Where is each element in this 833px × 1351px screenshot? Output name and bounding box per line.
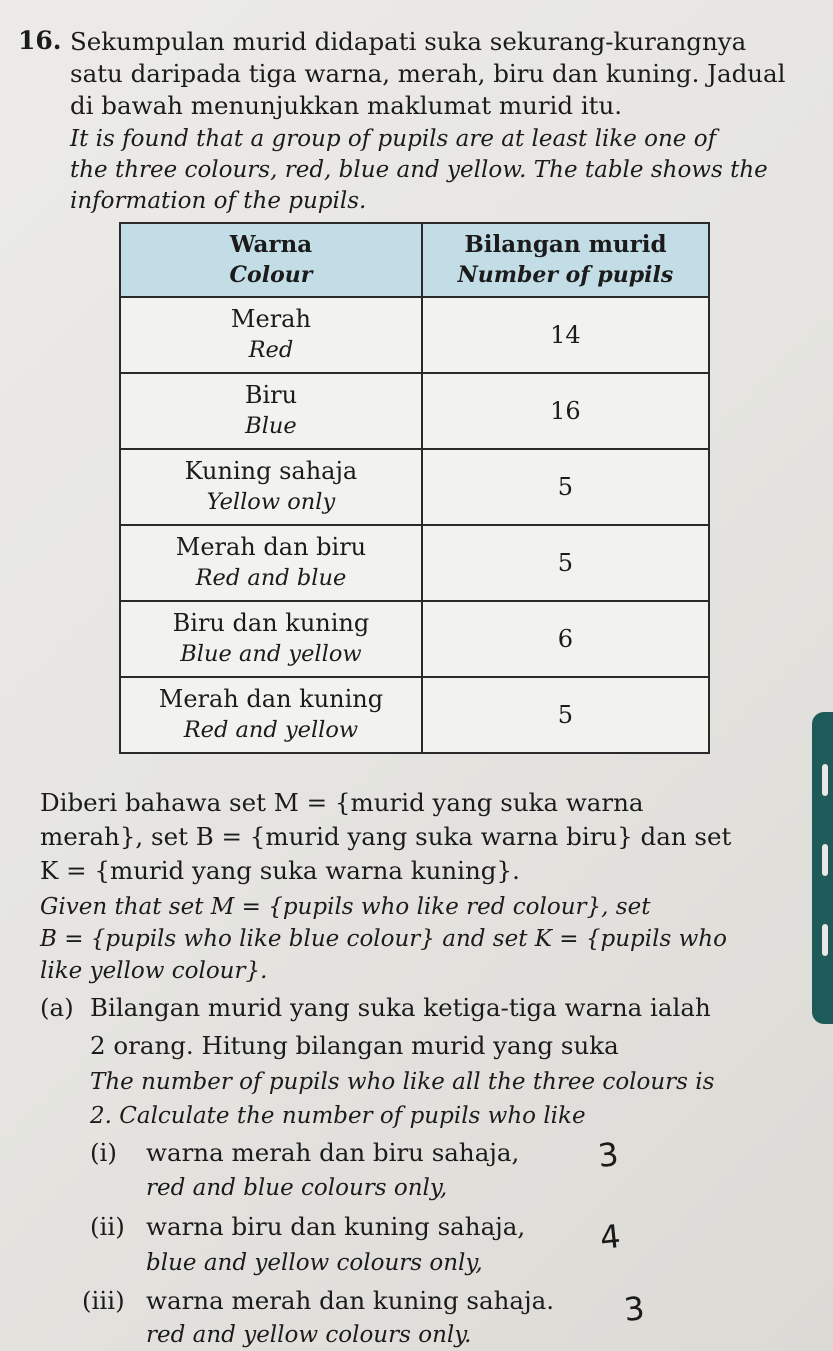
count-cell: 16 [422,373,709,449]
subpart-ii-label: (ii) [90,1212,125,1241]
table-row [120,297,709,373]
subpart-ii-ms: warna biru dan kuning sahaja, [146,1212,526,1241]
table-row [120,525,709,601]
count-cell: 5 [422,449,709,525]
subpart-iii-label: (iii) [82,1286,125,1315]
colour-cell [120,601,422,677]
colour-cell [120,449,422,525]
header-number-ms: Bilangan murid [464,231,667,258]
colour-ms: Merah dan kuning [158,685,384,713]
intro-en-line-3: information of the pupils. [70,188,367,214]
header-colour-ms: Warna [229,231,313,258]
part-a-en-line-1: The number of pupils who like all the three colours is [90,1069,715,1095]
colour-ms: Kuning sahaja [184,457,358,485]
colour-en: Yellow only [206,489,336,515]
colour-en: Red [248,337,294,363]
subpart-i-label: (i) [90,1138,117,1167]
header-number-en: Number of pupils [457,262,674,288]
colour-en: Red and yellow [183,717,359,743]
part-a-en-line-2: 2. Calculate the number of pupils who like [90,1103,586,1129]
count-cell: 6 [422,601,709,677]
part-a-ms-line-1: Bilangan murid yang suka ketiga-tiga warna ialah [90,993,711,1022]
intro-en-line-2: the three colours, red, blue and yellow. The table shows the [70,157,768,183]
count-cell: 5 [422,677,709,753]
subpart-ii-en: blue and yellow colours only, [146,1250,483,1276]
colour-cell [120,677,422,753]
given-en-line-1: Given that set M = {pupils who like red colour}, set [40,894,651,920]
table-row [120,449,709,525]
handwritten-answer-i: 3 [596,1135,621,1175]
pupils-colour-table [119,222,710,754]
binder-tab [812,712,833,1024]
colour-ms: Biru [244,381,298,409]
colour-ms: Merah dan biru [175,533,367,561]
intro-ms-line-3: di bawah menunjukkan maklumat murid itu. [70,91,623,120]
colour-en: Red and blue [195,565,347,591]
colour-cell [120,297,422,373]
handwritten-answer-ii: 4 [598,1217,623,1257]
table-row [120,373,709,449]
given-en-line-3: like yellow colour}. [40,958,268,984]
subpart-iii-ms: warna merah dan kuning sahaja. [146,1286,554,1315]
colour-cell [120,525,422,601]
subpart-iii-en: red and yellow colours only. [146,1322,472,1348]
table-row [120,601,709,677]
colour-en: Blue [245,413,297,439]
part-a-ms-line-2: 2 orang. Hitung bilangan murid yang suka [90,1031,619,1060]
part-a-label: (a) [40,993,74,1022]
count-cell: 14 [422,297,709,373]
subpart-i-ms: warna merah dan biru sahaja, [146,1138,520,1167]
subpart-i-en: red and blue colours only, [146,1175,448,1201]
intro-en-line-1: It is found that a group of pupils are at least like one of [70,126,717,152]
table-header-row [120,223,709,297]
colour-cell [120,373,422,449]
given-en-line-2: B = {pupils who like blue colour} and set K = {pupils who [40,926,727,952]
colour-ms: Merah [230,305,311,333]
header-colour [120,223,422,297]
given-ms-line-3: K = {murid yang suka warna kuning}. [40,856,520,885]
header-colour-en: Colour [229,262,313,288]
colour-en: Blue and yellow [180,641,362,667]
table-row [120,677,709,753]
header-number [422,223,709,297]
count-cell: 5 [422,525,709,601]
given-ms-line-2: merah}, set B = {murid yang suka warna biru} dan set [40,822,732,851]
given-ms-line-1: Diberi bahawa set M = {murid yang suka warna [40,788,644,817]
colour-ms: Biru dan kuning [172,609,370,637]
intro-ms-line-2: satu daripada tiga warna, merah, biru dan kuning. Jadual [70,59,786,88]
handwritten-answer-iii: 3 [622,1289,647,1329]
intro-ms-line-1: Sekumpulan murid didapati suka sekurang-kurangnya [70,27,747,56]
question-number: 16. [18,26,62,55]
